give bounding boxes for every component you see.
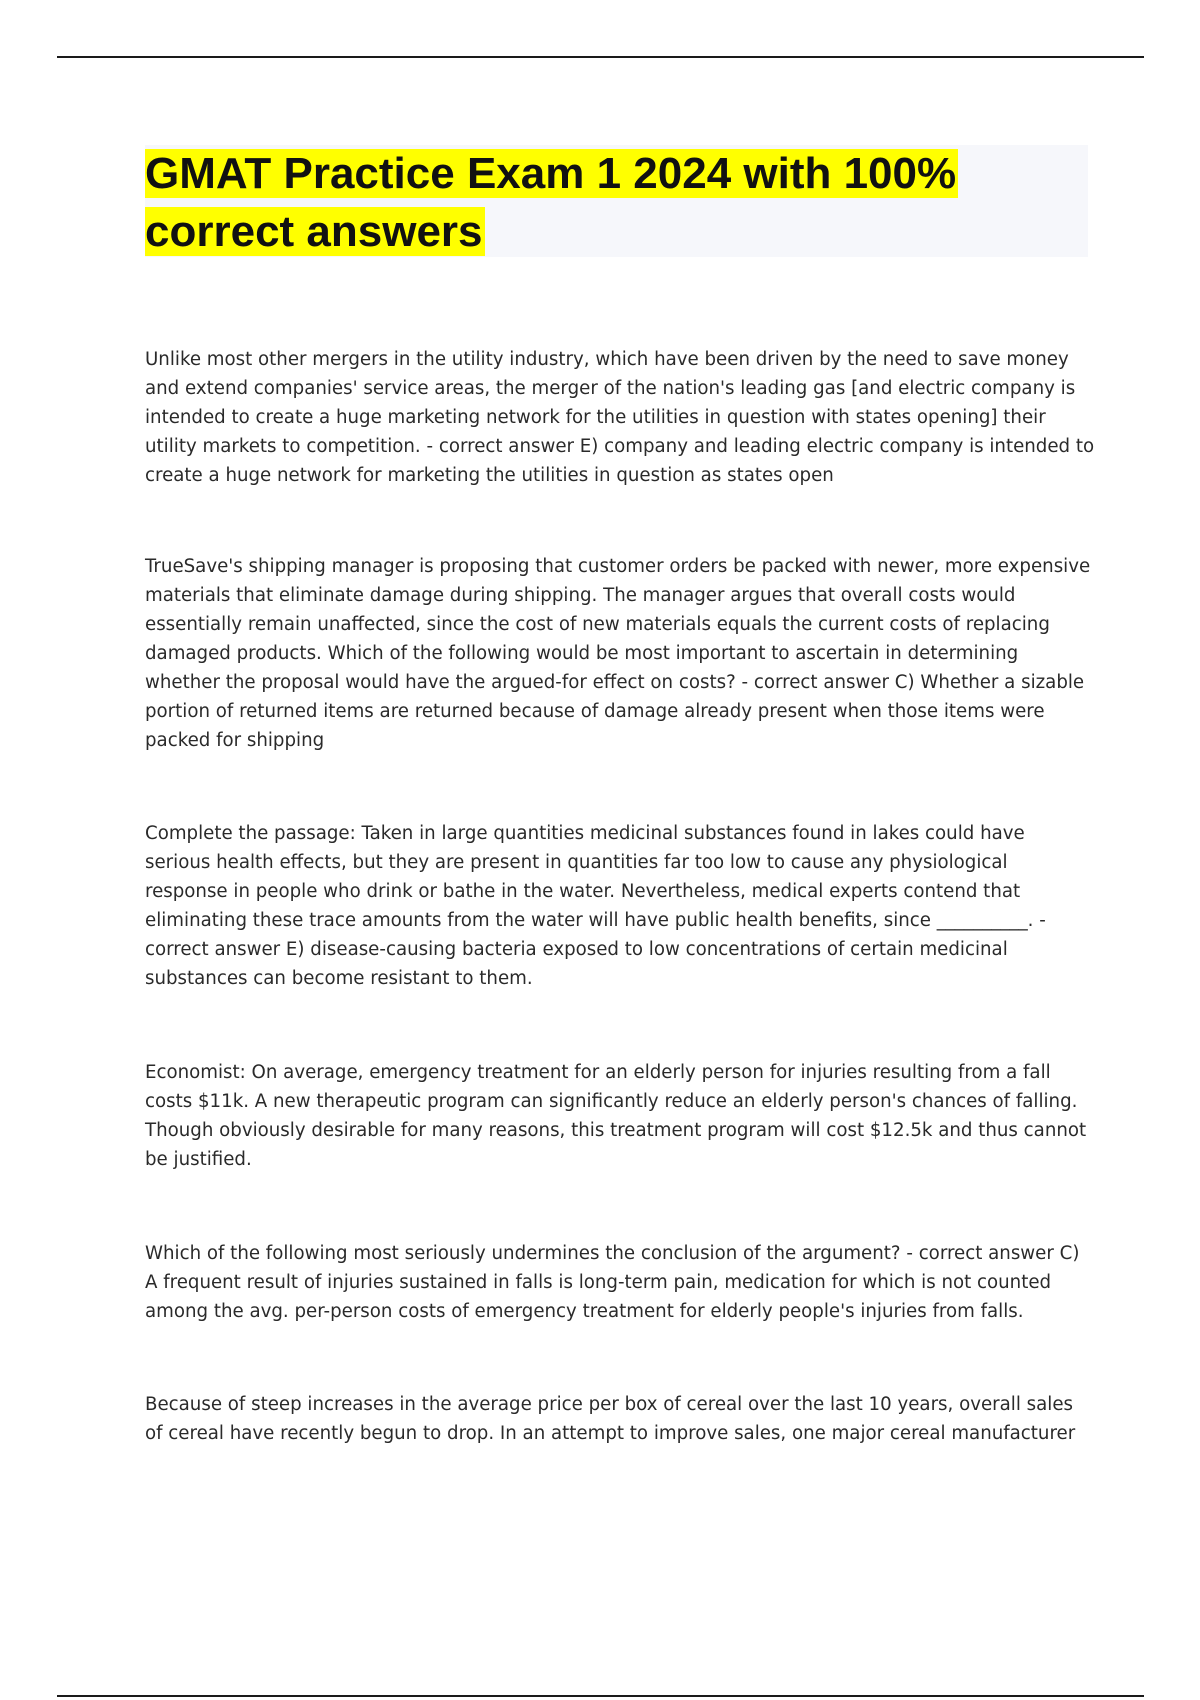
- title-block: [145, 145, 1088, 257]
- question-paragraph-3: Complete the passage: Taken in large quantities medicinal substances found in lakes could have serious health effects, but they are present in quantities far too low to cause any physiological response in people who drink or bathe in the water. Nevertheless, medical experts contend that eliminating these trace amounts from the water will have public health benefits, since __________. - correct answer E) disease-causing bacteria exposed to low concentrations of certain medicinal substances can become resistant to them.: [145, 823, 1046, 989]
- title-line-1: GMAT Practice Exam 1 2024 with 100%: [145, 149, 957, 198]
- bottom-rule: [57, 1695, 1144, 1697]
- question-paragraph-2: TrueSave's shipping manager is proposing that customer orders be packed with newer, more expensive materials that eliminate damage during shipping. The manager argues that overall costs would essentially remain unaffected, since the cost of new materials equals the current costs of replacing damaged products. Which of the following would be most important to ascertain in determining whether the proposal would have the argued-for effect on costs? - correct answer C) Whether a sizable portion of returned items are returned because of damage already present when those items were packed for shipping: [145, 556, 1091, 751]
- question-paragraph-5: Which of the following most seriously undermines the conclusion of the argument? - correct answer C) A frequent result of injuries sustained in falls is long-term pain, medication for which is not counted among the avg. per-person costs of emergency treatment for elderly people's injuries from falls.: [145, 1243, 1080, 1322]
- question-paragraph-4: Economist: On average, emergency treatment for an elderly person for injuries resulting from a fall costs $11k. A new therapeutic program can significantly reduce an elderly person's chances of falling. Though obviously desirable for many reasons, this treatment program will cost $12.5k and thus cannot be justified.: [145, 1062, 1087, 1170]
- question-paragraph-1: Unlike most other mergers in the utility industry, which have been driven by the need to save money and extend companies' service areas, the merger of the nation's leading gas [and electric company is intended to create a huge marketing network for the utilities in question with states opening] their utility markets to competition. - correct answer E) company and leading electric company is intended to create a huge network for marketing the utilities in question as states open: [145, 349, 1095, 486]
- document-title: [145, 145, 1088, 261]
- question-paragraph-6: Because of steep increases in the average price per box of cereal over the last 10 years, overall sales of cereal have recently begun to drop. In an attempt to improve sales, one major cereal manufacturer: [145, 1394, 1076, 1444]
- title-line-2: correct answers: [145, 207, 483, 256]
- top-rule: [57, 56, 1144, 58]
